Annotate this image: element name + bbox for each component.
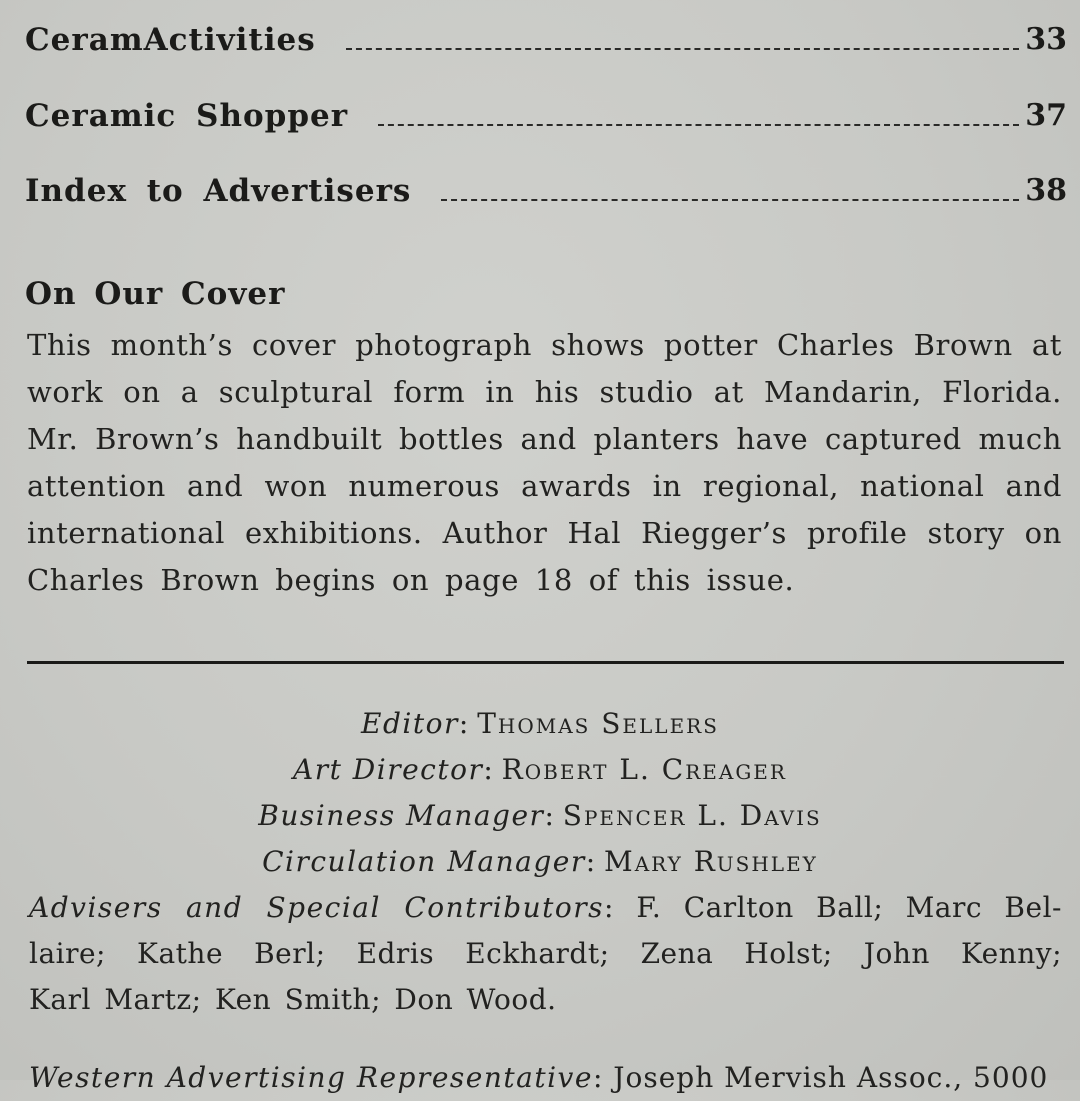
advisers-line: Advisers and Special Contributors: F. Carlton Ball; Marc Bel-: [29, 891, 1062, 924]
staff-role: Art Director: [293, 753, 484, 786]
cover-text-line: Mr. Brown’s handbuilt bottles and planters have captured much: [27, 422, 1062, 456]
cover-text-line: international exhibitions. Author Hal Riegger’s profile story on: [27, 516, 1062, 550]
dot-leader: [346, 48, 1020, 50]
staff-role: Business Manager: [258, 799, 545, 832]
western-advertising-line: Western Advertising Representative: Joseph Mervish Assoc., 5000: [29, 1061, 1049, 1094]
staff-role: Circulation Manager: [262, 845, 586, 878]
dot-leader: [441, 199, 1019, 201]
toc-entry-page: 33: [1025, 22, 1067, 57]
toc-entry-title: Ceramic Shopper: [25, 98, 349, 134]
staff-name: Robert L. Creager: [501, 753, 787, 786]
staff-role: Editor: [361, 707, 459, 740]
toc-entry-index-to-advertisers[interactable]: [25, 171, 1067, 211]
toc-entry-page: 38: [1025, 173, 1067, 208]
western-role: Western Advertising Representative: [29, 1061, 593, 1094]
section-divider: [27, 661, 1064, 664]
cover-heading: On Our Cover: [25, 276, 286, 312]
toc-entry-title: CeramActivities: [25, 22, 316, 58]
toc-entry-title: Index to Advertisers: [25, 173, 412, 209]
staff-name: Spencer L. Davis: [562, 799, 822, 832]
staff-name: Mary Rushley: [604, 845, 818, 878]
masthead-business-manager: Business Manager: Spencer L. Davis: [258, 799, 822, 832]
masthead-editor: Editor: Thomas Sellers: [361, 707, 719, 740]
staff-name: Thomas Sellers: [477, 707, 719, 740]
cover-text-line: Charles Brown begins on page 18 of this issue.: [27, 563, 795, 597]
cover-text-line: work on a sculptural form in his studio at Mandarin, Florida.: [27, 375, 1062, 409]
dot-leader: [378, 124, 1019, 126]
masthead-art-director: Art Director: Robert L. Creager: [293, 753, 787, 786]
cover-text-line: This month’s cover photograph shows potter Charles Brown at: [27, 328, 1062, 362]
advisers-line: laire; Kathe Berl; Edris Eckhardt; Zena Holst; John Kenny;: [29, 937, 1062, 970]
toc-entry-ceramic-shopper[interactable]: [25, 96, 1067, 136]
masthead-circulation-manager: Circulation Manager: Mary Rushley: [262, 845, 818, 878]
advisers-names: F. Carlton Ball; Marc Bel-: [636, 891, 1062, 924]
western-text: Joseph Mervish Assoc., 5000: [613, 1061, 1049, 1094]
advisers-role: Advisers and Special Contributors: [29, 891, 605, 924]
toc-entry-page: 37: [1025, 98, 1067, 133]
advisers-line: Karl Martz; Ken Smith; Don Wood.: [29, 983, 557, 1016]
toc-entry-ceramactivities[interactable]: [25, 20, 1067, 60]
cover-text-line: attention and won numerous awards in regional, national and: [27, 469, 1062, 503]
